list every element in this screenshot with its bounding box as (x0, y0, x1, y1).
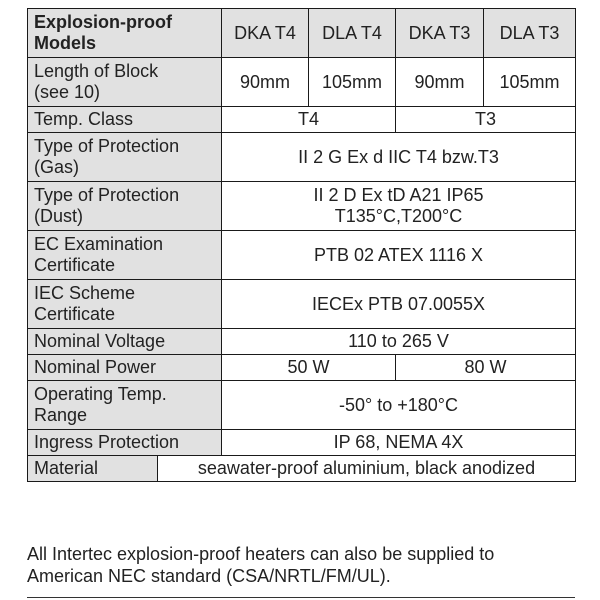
label-temp-class: Temp. Class (28, 107, 222, 133)
length-dla-t4: 105mm (309, 58, 396, 107)
operating-temp-value: -50° to +180°C (222, 381, 576, 430)
iec-certificate-value: IECEx PTB 07.0055X (222, 280, 576, 329)
nominal-power-t3: 80 W (396, 355, 576, 381)
footnote-line2: American NEC standard (CSA/NRTL/FM/UL). (27, 566, 391, 586)
label-ec-line1: EC Examination (34, 234, 164, 254)
model-header-dla-t3: DLA T3 (484, 9, 576, 58)
label-dust-line2: (Dust) (34, 206, 83, 226)
label-nominal-power: Nominal Power (28, 355, 222, 381)
label-dust-line1: Type of Protection (34, 185, 180, 205)
label-protection-dust (28, 182, 222, 231)
model-header-dka-t3: DKA T3 (396, 9, 484, 58)
model-header-dla-t4: DLA T4 (309, 9, 396, 58)
ingress-protection-value: IP 68, NEMA 4X (222, 430, 576, 456)
label-operating-temp (28, 381, 222, 430)
length-dka-t4: 90mm (222, 58, 309, 107)
row-nominal-voltage (28, 329, 576, 355)
label-gas-line2: (Gas) (34, 157, 79, 177)
label-ingress-protection: Ingress Protection (28, 430, 222, 456)
temp-class-t3: T3 (396, 107, 576, 133)
label-iec-line2: Certificate (34, 304, 116, 324)
model-header-dka-t4: DKA T4 (222, 9, 309, 58)
protection-dust-value (222, 182, 576, 231)
row-ingress-protection (28, 430, 576, 456)
label-iec-certificate (28, 280, 222, 329)
row-iec-certificate (28, 280, 576, 329)
label-op-line1: Operating Temp. (34, 384, 167, 404)
footnote-line1: All Intertec explosion-proof heaters can also be supplied to (27, 544, 495, 564)
label-nominal-voltage: Nominal Voltage (28, 329, 222, 355)
row-ec-certificate (28, 231, 576, 280)
dust-value-line1: II 2 D Ex tD A21 IP65 (313, 185, 484, 205)
dust-value-line2: T135°C,T200°C (334, 206, 463, 226)
header-label-line1: Explosion-proof (34, 12, 172, 32)
ec-certificate-value: PTB 02 ATEX 1116 X (222, 231, 576, 280)
row-protection-dust (28, 182, 576, 231)
header-label-cell (28, 9, 222, 58)
length-dka-t3: 90mm (396, 58, 484, 107)
label-protection-gas (28, 133, 222, 182)
row-protection-gas (28, 133, 576, 182)
header-label-line2: Models (34, 33, 97, 53)
row-operating-temp (28, 381, 576, 430)
length-dla-t3: 105mm (484, 58, 576, 107)
row-temp-class (28, 107, 576, 133)
spec-table (27, 8, 576, 482)
temp-class-t4: T4 (222, 107, 396, 133)
protection-gas-value: II 2 G Ex d IIC T4 bzw.T3 (222, 133, 576, 182)
material-value: seawater-proof aluminium, black anodized (158, 456, 576, 482)
bottom-divider (27, 597, 575, 598)
nominal-voltage-value: 110 to 265 V (222, 329, 576, 355)
label-iec-line1: IEC Scheme (34, 283, 136, 303)
label-gas-line1: Type of Protection (34, 136, 180, 156)
row-nominal-power (28, 355, 576, 381)
label-length-of-block (28, 58, 222, 107)
row-material (28, 456, 576, 482)
header-row (28, 9, 576, 58)
label-length-line1: Length of Block (34, 61, 159, 81)
spec-table-container (27, 8, 575, 482)
row-length-of-block (28, 58, 576, 107)
nominal-power-t4: 50 W (222, 355, 396, 381)
label-length-line2: (see 10) (34, 82, 101, 102)
label-op-line2: Range (34, 405, 88, 425)
label-material: Material (28, 456, 158, 482)
footnote (27, 543, 575, 587)
label-ec-line2: Certificate (34, 255, 116, 275)
label-ec-certificate (28, 231, 222, 280)
